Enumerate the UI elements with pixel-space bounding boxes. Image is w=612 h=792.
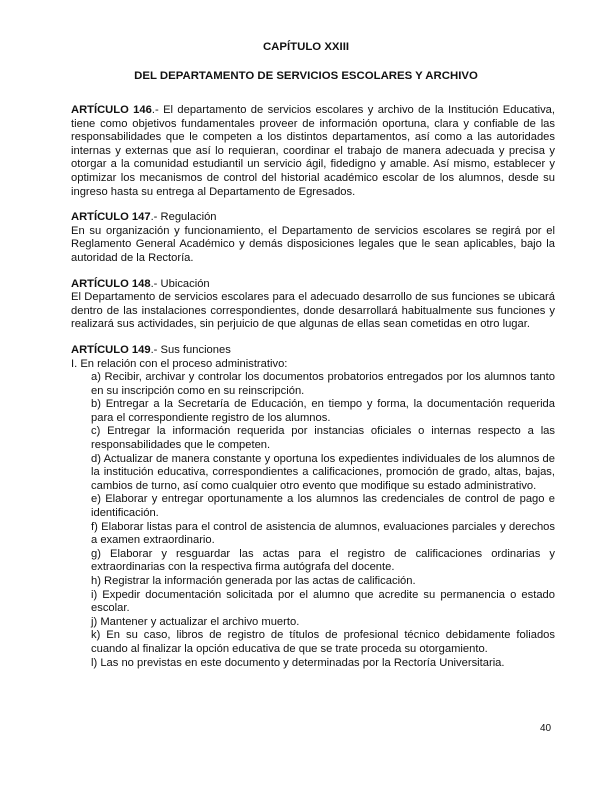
list-item: c) Entregar la información requerida por instancias oficiales o internas respecto a las responsabilidades que le competen. — [91, 425, 555, 452]
list-item: f) Elaborar listas para el control de asistencia de alumnos, evaluaciones parciales y derechos a examen extraordinario. — [91, 520, 555, 547]
article-label: ARTÍCULO 146 — [71, 104, 152, 116]
article-separator: .- — [150, 277, 161, 290]
list-item: d) Actualizar de manera constante y oportuna los expedientes individuales de los alumnos de la institución educativa, correspondientes a calificaciones, promoción de grado, altas, bajas, cambios de turno, así como cualquier otro evento que modifique su estado administrativo. — [91, 452, 555, 492]
article-147 — [71, 211, 555, 265]
section-title: DEL DEPARTAMENTO DE SERVICIOS ESCOLARES Y ARCHIVO — [134, 70, 478, 82]
article-separator: .- — [150, 343, 161, 356]
article-heading: Regulación — [160, 211, 217, 224]
article-label: ARTÍCULO 149 — [71, 343, 151, 356]
page-number: 40 — [540, 723, 552, 734]
article-149 — [71, 344, 555, 670]
article-separator: .- — [151, 104, 164, 116]
list-item: i) Expedir documentación solicitada por el alumno que acredite su permanencia o estado escolar. — [91, 588, 555, 615]
article-heading-line — [71, 344, 555, 358]
article-148 — [71, 278, 555, 332]
list-item: j) Mantener y actualizar el archivo muerto. — [91, 615, 300, 628]
article-paragraph — [71, 104, 555, 199]
functions-list — [71, 371, 555, 670]
article-text: El departamento de servicios escolares y archivo de la Institución Educativa, tiene como objetivos fundamentales proveer de información oportuna, clara y confiable de las responsabilidades que le competen a los distintos departamentos, así como a las autoridades internas y externas que así lo requieran, coordinar el trabajo de manera adecuada y precisa y otorgar a la comunidad estudiantil un servicio ágil, fidedigno y amable. Así mismo, establecer y optimizar los mecanismos de control del historial académico escolar de los alumnos, desde su ingreso hasta su entrega al Departamento de Egresados. — [71, 104, 556, 198]
article-146 — [71, 104, 555, 199]
article-heading-line — [71, 211, 555, 225]
article-heading: Ubicación — [160, 277, 210, 290]
article-text: En su organización y funcionamiento, el Departamento de servicios escolares se regirá por el Reglamento General Académico y demás disposiciones legales que le sean aplicables, bajo la autoridad de la Rectoría. — [71, 224, 555, 264]
list-item: l) Las no previstas en este documento y determinadas por la Rectoría Universitaria. — [91, 656, 505, 669]
document-body — [71, 104, 555, 682]
list-item: g) Elaborar y resguardar las actas para el registro de calificaciones ordinarias y extraordinarias con la respectiva firma autógrafa del docente. — [91, 547, 555, 574]
section-intro: I. En relación con el proceso administrativo: — [71, 357, 288, 370]
article-separator: .- — [150, 211, 161, 224]
chapter-title: CAPÍTULO XXIII — [262, 41, 350, 53]
article-label: ARTÍCULO 148 — [71, 277, 151, 290]
article-text: El Departamento de servicios escolares para el adecuado desarrollo de sus funciones se ubicará dentro de las instalaciones correspondientes, donde desarrollará habitualmente sus funciones y realizará sus actividades, sin perjuicio de que algunas de ellas sean cometidas en otro lugar. — [71, 291, 555, 331]
list-item: k) En su caso, libros de registro de títulos de profesional técnico debidamente foliados cuando al finalizar la opción educativa de que se trate proceda su otorgamiento. — [91, 629, 555, 655]
list-item: a) Recibir, archivar y controlar los documentos probatorios entregados por los alumnos tanto en su inscripción como en su reinscripción. — [91, 371, 555, 397]
article-heading-line — [71, 278, 555, 292]
article-heading: Sus funciones — [160, 343, 231, 356]
list-item: e) Elaborar y entregar oportunamente a los alumnos las credenciales de control de pago e identificación. — [91, 493, 555, 520]
list-item: b) Entregar a la Secretaría de Educación, en tiempo y forma, la documentación requerida para el correspondiente registro de los alumnos. — [91, 398, 555, 424]
article-label: ARTÍCULO 147 — [71, 211, 151, 224]
list-item: h) Registrar la información generada por las actas de calificación. — [91, 575, 416, 587]
